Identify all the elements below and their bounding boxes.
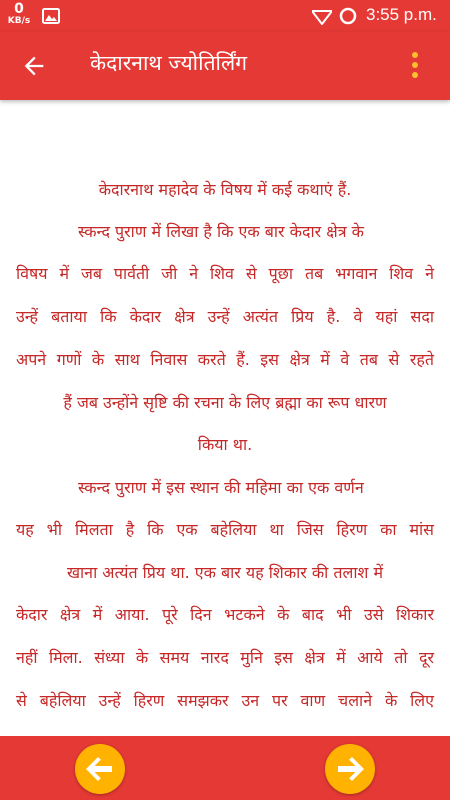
- text-line: उन्हें बताया कि केदार क्षेत्र उन्हें अत्यंत प्रिय है. वे यहां सदा: [16, 307, 434, 326]
- text-line: नहीं मिला. संध्या के समय नारद मुनि इस क्षेत्र में आये तो दूर: [16, 648, 434, 667]
- network-speed-value: 0: [14, 1, 24, 17]
- arrow-right-icon: [332, 751, 368, 787]
- text-line: से बहेलिया उन्हें हिरण समझकर उन पर वाण चलाने के लिए: [16, 691, 434, 710]
- bottom-navigation-bar: [0, 736, 450, 800]
- text-line: स्कन्द पुराण में लिखा है कि एक बार केदार क्षेत्र के: [78, 222, 364, 241]
- text-line: खाना अत्यंत प्रिय था. एक बार यह शिकार की तलाश में: [66, 563, 384, 582]
- status-time: 3:55 p.m.: [366, 5, 437, 24]
- text-line: अपने गणों के साथ निवास करते हैं. इस क्षेत्र में वे तब से रहते: [16, 350, 434, 369]
- back-arrow-icon[interactable]: [20, 52, 48, 80]
- previous-page-button[interactable]: [75, 744, 125, 794]
- page-title: केदारनाथ ज्योतिर्लिंग: [90, 51, 248, 75]
- text-line: विषय में जब पार्वती जी ने शिव से पूछा तब भगवान शिव ने: [16, 264, 434, 283]
- more-options-icon[interactable]: [400, 48, 430, 84]
- text-line: किया था.: [197, 435, 253, 454]
- status-bar: [0, 0, 450, 32]
- text-line: केदारनाथ महादेव के विषय में कई कथाएं हैं.: [98, 180, 352, 199]
- sync-icon: [339, 7, 357, 25]
- next-page-button[interactable]: [325, 744, 375, 794]
- network-speed-indicator: [6, 2, 32, 26]
- article-content: [0, 100, 450, 736]
- wifi-icon: [312, 7, 332, 25]
- text-line: स्कन्द पुराण में इस स्थान की महिमा का एक वर्णन: [78, 478, 364, 497]
- gallery-icon: [42, 8, 60, 24]
- network-speed-unit: KB/s: [7, 16, 31, 26]
- text-line: केदार क्षेत्र में आया. पूरे दिन भटकने के बाद भी उसे शिकार: [16, 605, 434, 624]
- text-line: यह भी मिलता है कि एक बहेलिया था जिस हिरण का मांस: [16, 520, 434, 539]
- arrow-left-icon: [82, 751, 118, 787]
- app-bar: [0, 32, 450, 100]
- text-line: हैं जब उन्होंने सृष्टि की रचना के लिए ब्रह्मा का रूप धारण: [63, 393, 387, 412]
